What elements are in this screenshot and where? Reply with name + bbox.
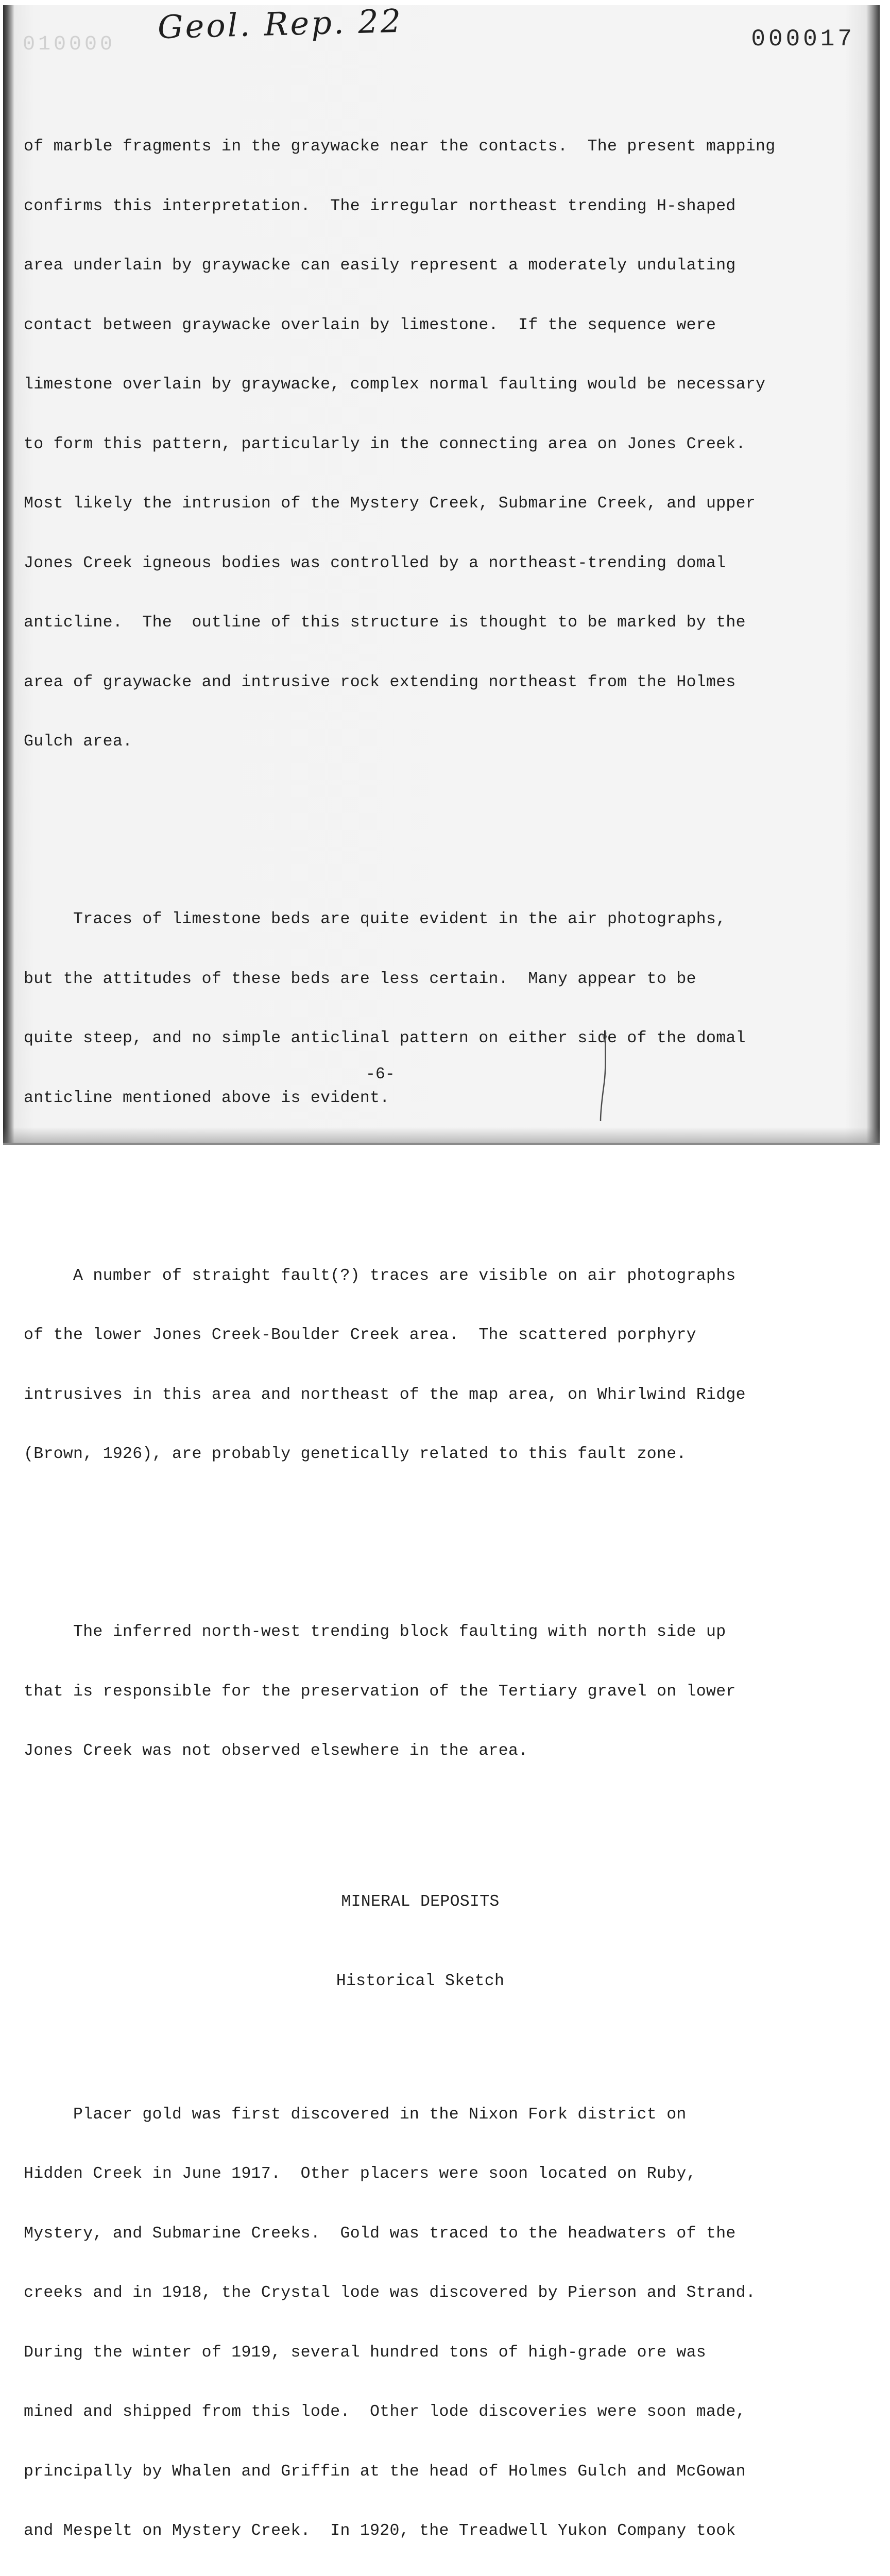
subsection-heading: Historical Sketch bbox=[24, 1972, 817, 1992]
document-body bbox=[24, 58, 837, 2576]
text-line: Traces of limestone beds are quite evident in the air photographs, bbox=[24, 910, 837, 930]
paragraph-historical-sketch bbox=[24, 2065, 837, 2576]
scanned-page bbox=[3, 5, 880, 1145]
text-line: contact between graywacke overlain by limestone. If the sequence were bbox=[24, 316, 837, 336]
faint-stamp-number: 010000 bbox=[23, 33, 115, 56]
text-line: A number of straight fault(?) traces are visible on air photographs bbox=[24, 1266, 837, 1286]
text-line: area of graywacke and intrusive rock extending northeast from the Holmes bbox=[24, 673, 837, 693]
text-line: area underlain by graywacke can easily represent a moderately undulating bbox=[24, 256, 837, 276]
page-id-number: 000017 bbox=[751, 26, 855, 53]
text-line: Most likely the intrusion of the Mystery Creek, Submarine Creek, and upper bbox=[24, 494, 837, 514]
text-line: During the winter of 1919, several hundred tons of high-grade ore was bbox=[24, 2343, 837, 2363]
text-line: Hidden Creek in June 1917. Other placers were soon located on Ruby, bbox=[24, 2164, 837, 2184]
text-line: anticline mentioned above is evident. bbox=[24, 1089, 837, 1109]
text-line: but the attitudes of these beds are less certain. Many appear to be bbox=[24, 970, 837, 990]
text-line: and Mespelt on Mystery Creek. In 1920, the Treadwell Yukon Company took bbox=[24, 2521, 837, 2541]
paragraph-block-faulting bbox=[24, 1583, 837, 1801]
text-line: Jones Creek was not observed elsewhere in the area. bbox=[24, 1741, 837, 1761]
paragraph-structure-continued bbox=[24, 97, 837, 792]
page-number: -6- bbox=[366, 1065, 395, 1083]
text-line: (Brown, 1926), are probably genetically related to this fault zone. bbox=[24, 1445, 837, 1465]
text-line: of marble fragments in the graywacke near the contacts. The present mapping bbox=[24, 137, 837, 157]
text-line: Jones Creek igneous bodies was controlled by a northeast-trending domal bbox=[24, 554, 837, 574]
text-line: creeks and in 1918, the Crystal lode was discovered by Pierson and Strand. bbox=[24, 2283, 837, 2303]
text-line: principally by Whalen and Griffin at the head of Holmes Gulch and McGowan bbox=[24, 2462, 837, 2482]
text-line: quite steep, and no simple anticlinal pattern on either side of the domal bbox=[24, 1029, 837, 1049]
text-line: that is responsible for the preservation of the Tertiary gravel on lower bbox=[24, 1682, 837, 1702]
page-right-edge bbox=[866, 5, 880, 1143]
paragraph-limestone-traces bbox=[24, 870, 837, 1148]
text-line: limestone overlain by graywacke, complex normal faulting would be necessary bbox=[24, 375, 837, 395]
text-line: mined and shipped from this lode. Other lode discoveries were soon made, bbox=[24, 2402, 837, 2422]
text-line: of the lower Jones Creek-Boulder Creek area. The scattered porphyry bbox=[24, 1326, 837, 1346]
text-line: anticline. The outline of this structure is thought to be marked by the bbox=[24, 613, 837, 633]
paragraph-fault-traces bbox=[24, 1227, 837, 1504]
page-left-edge bbox=[3, 5, 14, 1143]
text-line: The inferred north-west trending block faulting with north side up bbox=[24, 1622, 837, 1642]
section-heading: MINERAL DEPOSITS bbox=[24, 1892, 817, 1912]
text-line: to form this pattern, particularly in the connecting area on Jones Creek. bbox=[24, 435, 837, 455]
text-line: Mystery, and Submarine Creeks. Gold was traced to the headwaters of the bbox=[24, 2224, 837, 2244]
text-line: Placer gold was first discovered in the Nixon Fork district on bbox=[24, 2105, 837, 2125]
text-line: confirms this interpretation. The irregular northeast trending H-shaped bbox=[24, 197, 837, 217]
handwritten-title: Geol. Rep. 22 bbox=[157, 2, 403, 46]
pen-stroke-mark bbox=[594, 1030, 615, 1123]
text-line: Gulch area. bbox=[24, 732, 837, 752]
text-line: intrusives in this area and northeast of the map area, on Whirlwind Ridge bbox=[24, 1385, 837, 1405]
